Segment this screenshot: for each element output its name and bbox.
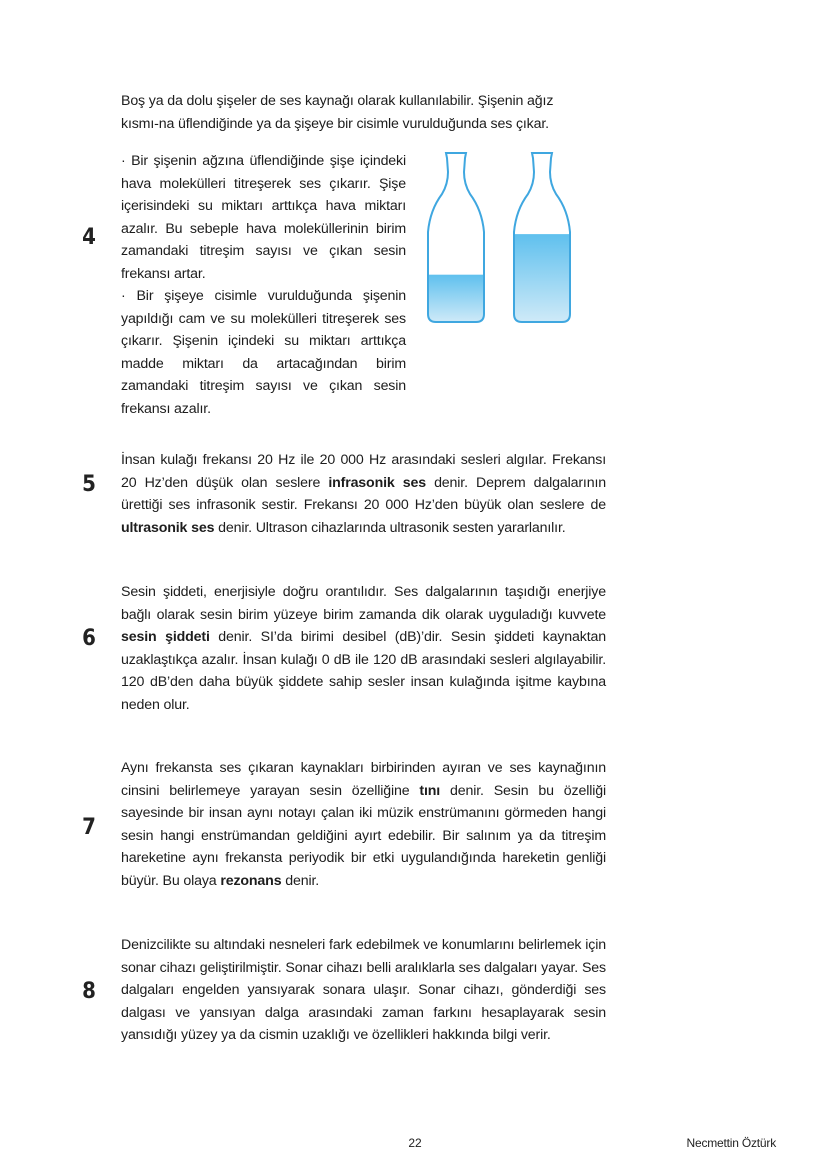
bullet-blowing: · Bir şişenin ağzına üflendiğinde şişe içindeki hava molekülleri titreşerek ses çıkarır. Şişe içerisindeki su miktarı arttıkça hava miktarı azalır. Bu sebeple hava moleküllerinin birim zamandaki titreşim sayısı ve çıkan sesin frekansı artar. xyxy=(121,153,406,282)
paragraph-sonar: Denizcilikte su altındaki nesneleri fark edebilmek ve konumlarını belirlemek için sonar cihazı geliştirilmiştir. Sonar cihazı belli aralıklarla ses dalgaları yayar. Ses dalgaları engelden yansıyarak sonara ulaşır. Sonar cihazı, gönderdiği ses dalgası ve yansıyan dalga arasındaki zaman farkını hesaplayarak sesin yansıdığı yüzey ya da cismin uzaklığı ve özellikleri hakkında bilgi verir. xyxy=(121,937,606,1044)
term-infrasonic: infrasonik ses xyxy=(328,474,426,491)
section-number-7: 7 xyxy=(82,815,96,840)
term-resonance: rezonans xyxy=(220,872,282,889)
term-intensity: sesin şiddeti xyxy=(121,629,210,646)
section-number-4: 4 xyxy=(82,225,96,250)
author-name: Necmettin Öztürk xyxy=(686,1136,776,1150)
term-timbre: tını xyxy=(419,782,441,799)
paragraph-frequency: İnsan kulağı frekansı 20 Hz ile 20 000 Hz arasındaki sesleri algılar. Frekansı 20 Hz’den düşük olan seslere infrasonik ses denir. Deprem dalgalarının ürettiği ses infrasonik sestir. Frekansı 20 000 Hz’den büyük olan seslere de ultrasonik ses denir. Ultrason cihazlarında ultrasonik sesten yararlanılır. xyxy=(121,452,606,536)
section-number-6: 6 xyxy=(82,626,96,651)
term-ultrasonic: ultrasonik ses xyxy=(121,519,215,536)
page-number: 22 xyxy=(408,1136,422,1150)
intro-paragraph: Boş ya da dolu şişeler de ses kaynağı olarak kullanılabilir. Şişenin ağız kısmı-na üflendiğinde ya da şişeye bir cisimle vurulduğunda ses çıkar. xyxy=(121,93,554,132)
bullet-striking: · Bir şişeye cisimle vurulduğunda şişenin yapıldığı cam ve su molekülleri titreşerek ses çıkarır. Şişenin içindeki su miktarı arttıkça madde miktarı da artacağından birim zamandaki titreşim sayısı ve çıkan sesin frekansı azalır. xyxy=(121,288,406,417)
paragraph-timbre: Aynı frekansta ses çıkaran kaynakları birbirinden ayıran ve ses kaynağının cinsini belirlemeye yarayan sesin özelliğine tını denir. Sesin bu özelliği sayesinde bir insan aynı notayı çalan iki müzik enstrümanını görmeden hangi sesin hangi enstrümandan geldiğini ayırt edebilir. Bir salınım ya da titreşim hareketine aynı frekansta periyodik bir etki uygulandığında hareketin genliği büyür. Bu olaya rezonans denir. xyxy=(121,760,606,889)
section-number-5: 5 xyxy=(82,472,96,497)
bottles-illustration xyxy=(420,150,580,330)
paragraph-intensity: Sesin şiddeti, enerjisiyle doğru orantılıdır. Ses dalgalarının taşıdığı enerjiye bağlı olarak sesin birim yüzeye birim zamanda dik olarak uyguladığı kuvvete sesin şiddeti denir. SI’da birimi desibel (dB)’dir. Sesin şiddeti kaynaktan uzaklaştıkça azalır. İnsan kulağı 0 dB ile 120 dB arasındaki sesleri algılayabilir. 120 dB’den daha büyük şiddete sahip sesler insan kulağında işitme kaybına neden olur. xyxy=(121,584,606,713)
section-number-8: 8 xyxy=(82,979,96,1004)
